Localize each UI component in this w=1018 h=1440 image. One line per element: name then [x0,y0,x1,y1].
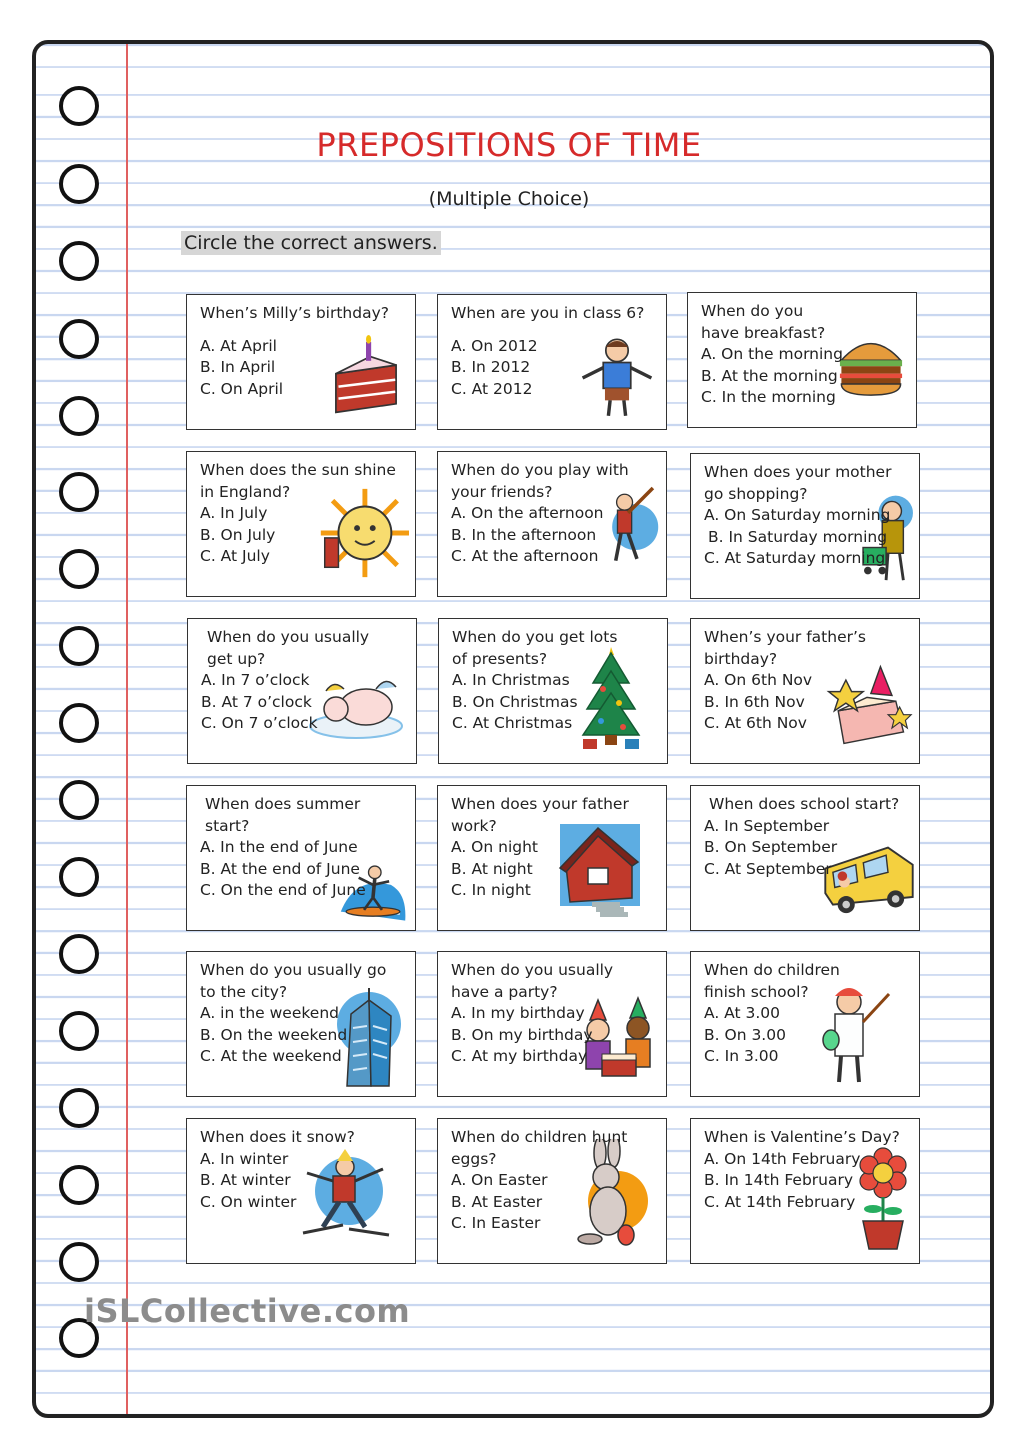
answer-option[interactable]: A. In my birthday [451,1004,585,1022]
answer-option[interactable]: A. On Easter [451,1171,548,1189]
question-card [437,294,667,430]
answer-option[interactable]: C. In 3.00 [704,1047,779,1065]
answer-option[interactable]: B. In the afternoon [451,525,597,544]
binder-ring [59,1242,99,1282]
question-card [437,451,667,597]
answer-option[interactable]: C. In night [451,881,531,899]
answer-option[interactable]: B. On July [200,525,276,544]
binder-ring [59,86,99,126]
answer-option[interactable]: C. In Easter [451,1214,541,1232]
question-text: When does it snow? [200,1128,355,1146]
binder-ring [59,549,99,589]
answer-option[interactable]: B. In Saturday morning [708,527,888,546]
answer-option[interactable]: A. On 14th February [704,1149,861,1168]
answer-option[interactable]: B. On the weekend [200,1025,348,1044]
answer-option[interactable]: C. At July [200,547,270,565]
answer-option[interactable]: C. At September [704,859,832,878]
question-text: When do you get lots of presents? [452,628,618,668]
question-text: When do you usually go to the city? [200,961,387,1001]
answer-option[interactable]: A. On 2012 [451,336,538,355]
question-card [187,618,417,764]
watermark: iSLCollective.com [84,1292,411,1330]
question-text: When do children hunt eggs? [451,1128,628,1168]
answer-option[interactable]: B. In 6th Nov [704,692,805,711]
answer-option[interactable]: B. At the end of June [200,859,360,878]
answer-option[interactable]: A. In Christmas [452,671,570,689]
binder-ring [59,319,99,359]
binder-ring [59,396,99,436]
question-text: When does the sun shine in England? [200,461,396,501]
binder-ring [59,934,99,974]
answer-option[interactable]: A. At 3.00 [704,1004,781,1022]
answer-option[interactable]: B. At night [451,859,533,878]
answer-option[interactable]: C. At the afternoon [451,547,599,565]
answer-option[interactable]: B. In 14th February [704,1171,854,1189]
binder-ring [59,703,99,743]
answer-option[interactable]: A. In the end of June [200,838,358,856]
answer-option[interactable]: C. At my birthday [451,1047,588,1065]
answer-option[interactable]: B. On September [704,838,838,856]
question-text: When do you play with your friends? [451,461,629,501]
answer-option[interactable]: A. In 7 o’clock [201,671,310,689]
answer-option[interactable]: C. In the morning [701,388,836,406]
question-card [437,951,667,1097]
question-card [186,785,416,931]
question-text: When’s your father’s birthday? [704,628,866,668]
question-text: When are you in class 6? [451,304,645,322]
answer-option[interactable]: A. In July [200,504,268,522]
answer-option[interactable]: B. On Christmas [452,692,578,711]
answer-option[interactable]: A. In winter [200,1149,289,1168]
question-text: When is Valentine’s Day? [704,1128,900,1146]
answer-option[interactable]: A. On night [451,838,539,856]
answer-option[interactable]: A. On Saturday morning [704,506,891,524]
answer-option[interactable]: A. in the weekend [200,1004,339,1022]
binder-ring [59,1011,99,1051]
question-text: When do children finish school? [704,961,840,1001]
answer-option[interactable]: A. On the morning [701,345,843,363]
answer-option[interactable]: C. At Christmas [452,714,573,732]
answer-option[interactable]: B. On 3.00 [704,1025,786,1044]
page-title: PREPOSITIONS OF TIME [316,126,702,164]
page-subtitle: (Multiple Choice) [428,188,590,210]
question-text: When does school start? [709,795,900,813]
question-card [186,1118,416,1264]
answer-option[interactable]: A. At April [200,336,277,355]
question-text: When does your father work? [451,795,629,835]
binder-ring [59,241,99,281]
answer-option[interactable]: C. On winter [200,1192,297,1211]
answer-option[interactable]: A. On the afternoon [451,504,604,522]
answer-option[interactable]: C. At Saturday morning [704,549,886,567]
question-card [690,1118,920,1264]
answer-option[interactable]: B. In April [200,358,276,376]
answer-option[interactable]: A. On 6th Nov [704,671,813,689]
question-card [690,785,920,931]
question-card [438,618,668,764]
answer-option[interactable]: B. On my birthday [451,1025,593,1044]
question-card [186,451,416,597]
binder-ring [59,780,99,820]
question-card [437,1118,667,1264]
question-text: When does your mother go shopping? [704,463,892,503]
answer-option[interactable]: C. At 14th February [704,1192,856,1211]
question-text: When do you have breakfast? [701,302,826,342]
answer-option[interactable]: C. At the weekend [200,1047,342,1065]
instruction-text: Circle the correct answers. [181,231,441,255]
answer-option[interactable]: C. On April [200,379,284,398]
binder-ring [59,1165,99,1205]
answer-option[interactable]: B. At 7 o’clock [201,692,312,711]
question-text: When does summer start? [205,795,361,835]
question-text: When do you usually get up? [207,628,370,668]
answer-option[interactable]: C. On 7 o’clock [201,714,318,732]
answer-option[interactable]: B. At Easter [451,1192,543,1211]
answer-option[interactable]: C. At 6th Nov [704,714,807,732]
binder-ring [59,857,99,897]
answer-option[interactable]: C. On the end of June [200,881,366,899]
question-card [687,292,917,428]
binder-ring [59,1088,99,1128]
binder-ring [59,626,99,666]
answer-option[interactable]: B. At the morning [701,366,838,385]
binder-ring [59,472,99,512]
question-card [186,294,416,430]
question-text: When do you usually have a party? [451,961,614,1001]
question-card [690,951,920,1097]
answer-option[interactable]: B. In 2012 [451,358,531,376]
answer-option[interactable]: C. At 2012 [451,379,533,398]
question-text: When’s Milly’s birthday? [200,304,389,322]
question-card [186,951,416,1097]
answer-option[interactable]: A. In September [704,816,830,835]
question-card [690,618,920,764]
question-card [690,453,920,599]
answer-option[interactable]: B. At winter [200,1171,291,1189]
question-card [437,785,667,931]
margin-line [126,44,128,1414]
